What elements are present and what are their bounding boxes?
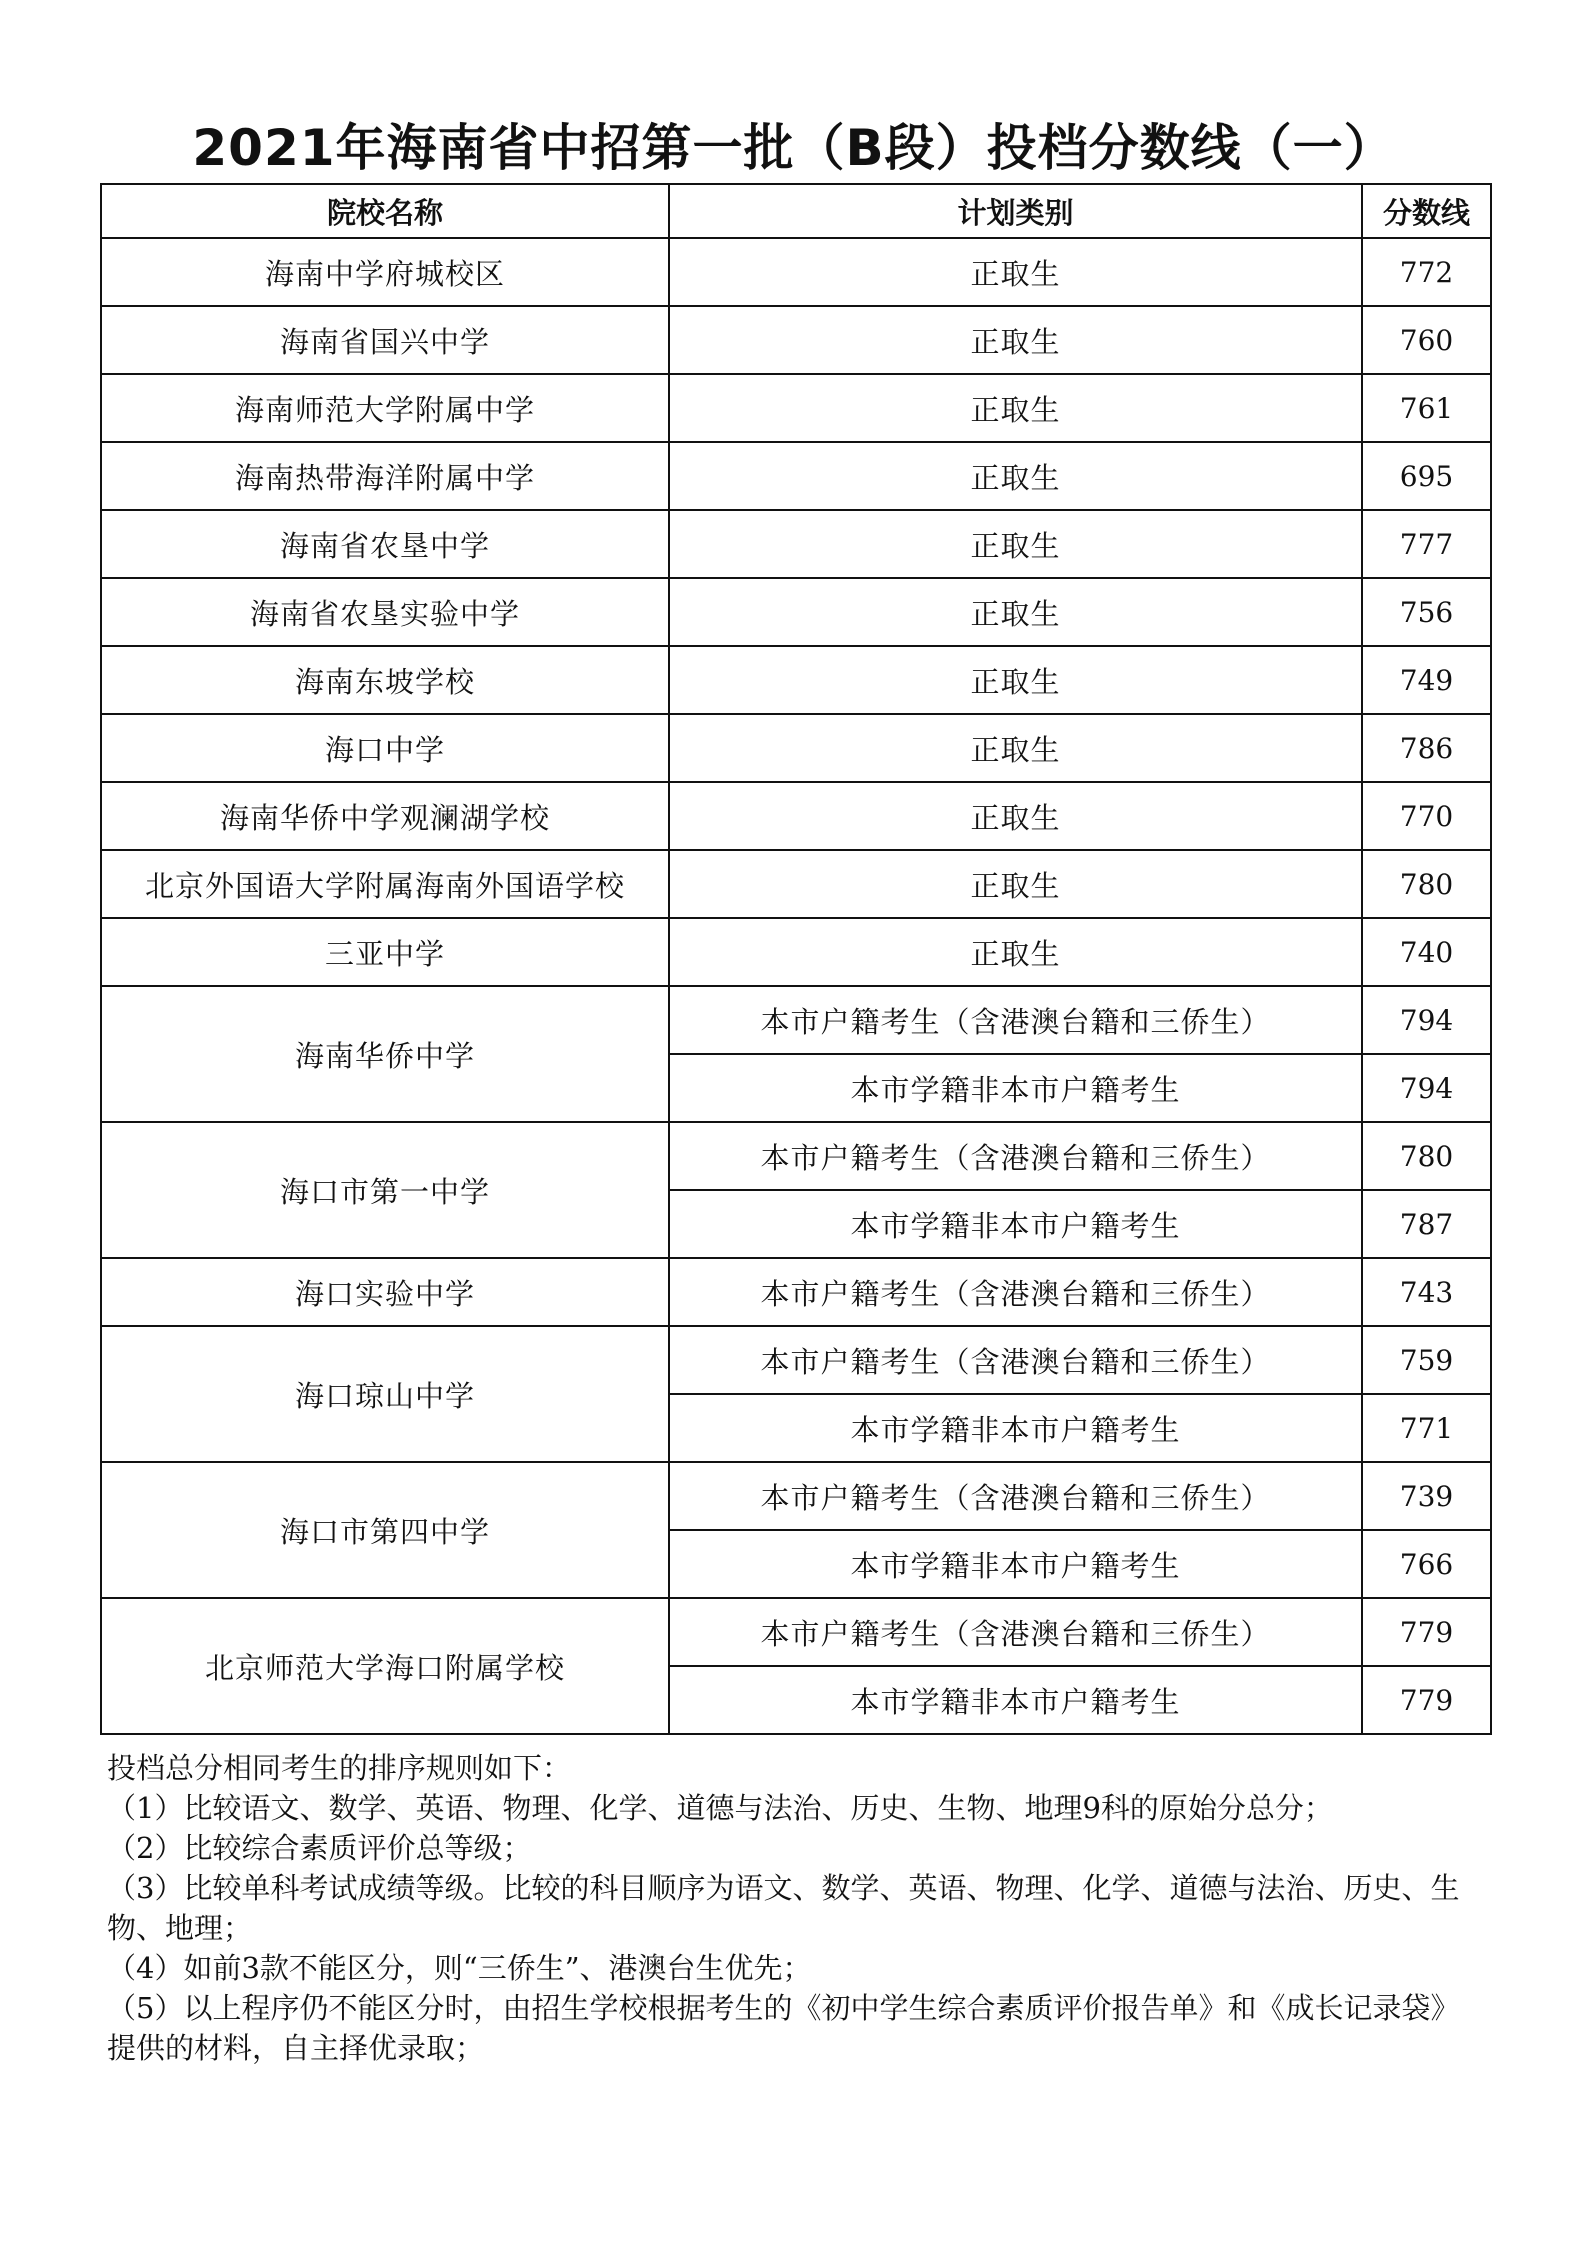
score-cell: 779 [1362, 1598, 1491, 1666]
school-name-cell: 海口市第一中学 [101, 1122, 669, 1258]
table-row [101, 306, 1491, 374]
page-title: 2021年海南省中招第一批（B段）投档分数线（一） [192, 119, 1395, 177]
plan-type-cell: 正取生 [669, 714, 1362, 782]
plan-type-cell: 本市户籍考生（含港澳台籍和三侨生） [669, 1598, 1362, 1666]
school-name-cell: 海南东坡学校 [101, 646, 669, 714]
notes-rule-item: （1）比较语文、数学、英语、物理、化学、道德与法治、历史、生物、地理9科的原始分总分； [107, 1791, 1333, 1825]
table-row [101, 714, 1491, 782]
plan-type-cell: 本市学籍非本市户籍考生 [669, 1530, 1362, 1598]
score-cell: 794 [1362, 1054, 1491, 1122]
plan-type-cell: 正取生 [669, 918, 1362, 986]
score-cell: 779 [1362, 1666, 1491, 1734]
header-school: 院校名称 [101, 184, 669, 238]
table-row [101, 782, 1491, 850]
score-cell: 695 [1362, 442, 1491, 510]
score-cell: 740 [1362, 918, 1491, 986]
notes-intro: 投档总分相同考生的排序规则如下： [107, 1751, 572, 1785]
table-row [101, 1258, 1491, 1326]
header-score: 分数线 [1362, 184, 1491, 238]
plan-type-cell: 本市户籍考生（含港澳台籍和三侨生） [669, 1258, 1362, 1326]
table-row [101, 986, 1491, 1054]
plan-type-cell: 本市户籍考生（含港澳台籍和三侨生） [669, 1462, 1362, 1530]
school-name-cell: 海南师范大学附属中学 [101, 374, 669, 442]
plan-type-cell: 正取生 [669, 850, 1362, 918]
notes-rule-item: （4）如前3款不能区分，则“三侨生”、港澳台生优先； [107, 1951, 812, 1985]
table-row [101, 1326, 1491, 1394]
school-name-cell: 海南省农垦实验中学 [101, 578, 669, 646]
score-cell: 780 [1362, 1122, 1491, 1190]
score-cell: 766 [1362, 1530, 1491, 1598]
plan-type-cell: 正取生 [669, 646, 1362, 714]
score-table [100, 183, 1492, 1735]
plan-type-cell: 正取生 [669, 374, 1362, 442]
plan-type-cell: 本市学籍非本市户籍考生 [669, 1394, 1362, 1462]
table-row [101, 238, 1491, 306]
score-cell: 749 [1362, 646, 1491, 714]
plan-type-cell: 正取生 [669, 238, 1362, 306]
plan-type-cell: 本市学籍非本市户籍考生 [669, 1054, 1362, 1122]
table-row [101, 850, 1491, 918]
score-cell: 787 [1362, 1190, 1491, 1258]
header-plan: 计划类别 [669, 184, 1362, 238]
table-row [101, 646, 1491, 714]
table-row [101, 578, 1491, 646]
plan-type-cell: 正取生 [669, 306, 1362, 374]
plan-type-cell: 正取生 [669, 578, 1362, 646]
school-name-cell: 海口实验中学 [101, 1258, 669, 1326]
school-name-cell: 海南中学府城校区 [101, 238, 669, 306]
score-cell: 760 [1362, 306, 1491, 374]
school-name-cell: 海南华侨中学 [101, 986, 669, 1122]
school-name-cell: 海口市第四中学 [101, 1462, 669, 1598]
table-row [101, 374, 1491, 442]
school-name-cell: 北京外国语大学附属海南外国语学校 [101, 850, 669, 918]
plan-type-cell: 本市户籍考生（含港澳台籍和三侨生） [669, 1122, 1362, 1190]
school-name-cell: 海口琼山中学 [101, 1326, 669, 1462]
score-cell: 756 [1362, 578, 1491, 646]
score-cell: 780 [1362, 850, 1491, 918]
score-cell: 759 [1362, 1326, 1491, 1394]
table-header-row [101, 184, 1491, 238]
score-cell: 777 [1362, 510, 1491, 578]
notes-rule-item: （3）比较单科考试成绩等级。比较的科目顺序为语文、数学、英语、物理、化学、道德与法治、历史、生物、地理； [107, 1871, 1460, 1945]
school-name-cell: 海南热带海洋附属中学 [101, 442, 669, 510]
school-name-cell: 海南省国兴中学 [101, 306, 669, 374]
score-cell: 786 [1362, 714, 1491, 782]
plan-type-cell: 正取生 [669, 442, 1362, 510]
table-body [101, 238, 1491, 1734]
table-row [101, 442, 1491, 510]
school-name-cell: 海南省农垦中学 [101, 510, 669, 578]
table-row [101, 510, 1491, 578]
school-name-cell: 海南华侨中学观澜湖学校 [101, 782, 669, 850]
score-cell: 739 [1362, 1462, 1491, 1530]
score-cell: 761 [1362, 374, 1491, 442]
score-cell: 770 [1362, 782, 1491, 850]
plan-type-cell: 正取生 [669, 510, 1362, 578]
school-name-cell: 海口中学 [101, 714, 669, 782]
table-row [101, 1462, 1491, 1530]
plan-type-cell: 本市户籍考生（含港澳台籍和三侨生） [669, 1326, 1362, 1394]
plan-type-cell: 本市户籍考生（含港澳台籍和三侨生） [669, 986, 1362, 1054]
score-cell: 772 [1362, 238, 1491, 306]
plan-type-cell: 本市学籍非本市户籍考生 [669, 1666, 1362, 1734]
score-cell: 794 [1362, 986, 1491, 1054]
notes-rule-item: （2）比较综合素质评价总等级； [107, 1831, 532, 1865]
school-name-cell: 三亚中学 [101, 918, 669, 986]
plan-type-cell: 正取生 [669, 782, 1362, 850]
notes-rule-item: （5）以上程序仍不能区分时，由招生学校根据考生的《初中学生综合素质评价报告单》和《成长记录袋》提供的材料，自主择优录取； [107, 1991, 1460, 2065]
table-row [101, 1122, 1491, 1190]
school-name-cell: 北京师范大学海口附属学校 [101, 1598, 669, 1734]
table-row [101, 1598, 1491, 1666]
table-row [101, 918, 1491, 986]
score-cell: 771 [1362, 1394, 1491, 1462]
plan-type-cell: 本市学籍非本市户籍考生 [669, 1190, 1362, 1258]
score-cell: 743 [1362, 1258, 1491, 1326]
ranking-rules-notes [107, 1748, 1487, 2068]
